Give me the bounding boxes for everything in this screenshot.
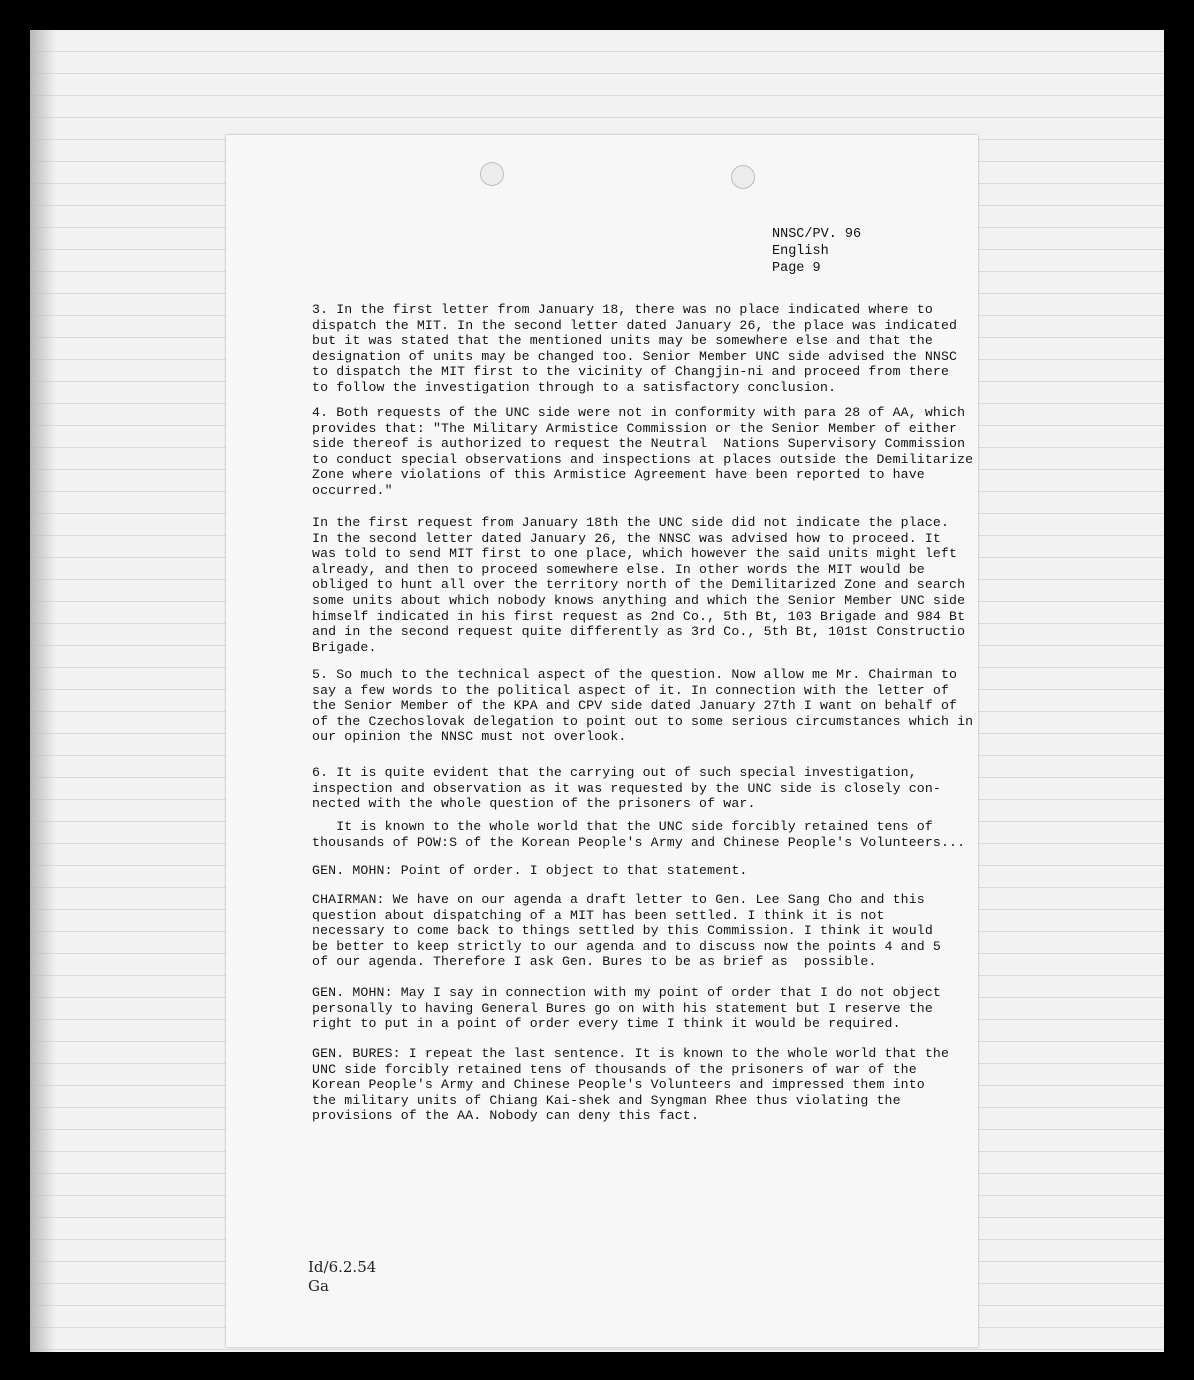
text-line: be better to keep strictly to our agenda and to discuss now the points 4 and 5 [312,938,941,954]
text-line: Korean People's Army and Chinese People's Volunteers and impressed them into [312,1077,925,1093]
text-line: provisions of the AA. Nobody can deny this fact. [312,1108,700,1124]
text-line: 6. It is quite evident that the carrying out of such special investigation, [312,765,917,780]
punch-hole [480,162,504,186]
sheet-shadow [30,30,56,1352]
text-line: himself indicated in his first request as 2nd Co., 5th Bt, 103 Brigade and 984 Bt [312,608,966,624]
text-line: side thereof is authorized to request the Neutral Nations Supervisory Commission [312,436,966,452]
text-line: In the first request from January 18th the UNC side did not indicate the place. [312,515,950,530]
text-line: It is known to the whole world that the UNC side forcibly retained tens of [312,819,933,834]
text-line: already, and then to proceed somewhere else. In other words the MIT would be [312,561,925,577]
text-line: of the Czechoslovak delegation to point out to some serious circumstances which in [312,713,974,729]
text-line: 3. In the first letter from January 18, there was no place indicated where to [312,302,933,317]
text-line: 4. Both requests of the UNC side were not in conformity with para 28 of AA, which [312,405,966,420]
text-line: provides that: "The Military Armistice Commission or the Senior Member of either [312,420,958,436]
text-line: inspection and observation as it was requested by the UNC side is closely con- [312,780,941,796]
text-line: the military units of Chiang Kai-shek and Syngman Rhee thus violating the [312,1092,901,1108]
text-line: CHAIRMAN: We have on our agenda a draft letter to Gen. Lee Sang Cho and this [312,892,925,907]
text-line: UNC side forcibly retained tens of thousands of the prisoners of war of the [312,1061,917,1077]
text-line: the Senior Member of the KPA and CPV side dated January 27th I want on behalf of [312,698,958,714]
text-line: our opinion the NNSC must not overlook. [312,729,627,745]
text-line: personally to having General Bures go on with his statement but I reserve the [312,1000,933,1016]
text-line: was told to send MIT first to one place, which however the said units might left [312,546,958,562]
text-line: obliged to hunt all over the territory north of the Demilitarized Zone and search [312,577,966,593]
text-line: some units about which nobody knows anything and which the Senior Member UNC side [312,593,966,608]
text-line: GEN. MOHN: Point of order. I object to that statement. [312,863,748,878]
text-line: to follow the investigation through to a satisfactory conclusion. [312,380,837,395]
page-header [772,226,861,277]
text-line: GEN. MOHN: May I say in connection with my point of order that I do not object [312,985,941,1000]
doc-reference: NNSC/PV. 96 [772,227,862,242]
text-line: dispatch the MIT. In the second letter dated January 26, the place was indicated [312,317,958,333]
footer-initials: Ga [308,1277,329,1295]
text-line: and in the second request quite differently as 3rd Co., 5th Bt, 101st Constructio [312,624,966,640]
punch-hole [731,165,755,189]
text-line: to dispatch the MIT first to the vicinity of Changjin-ni and proceed from there [312,364,950,380]
doc-language: English [772,244,829,259]
text-line: GEN. BURES: I repeat the last sentence. It is known to the whole world that the [312,1046,950,1061]
text-line: 5. So much to the technical aspect of the question. Now allow me Mr. Chairman to [312,667,958,682]
page-number: Page 9 [772,261,821,276]
text-line: thousands of POW:S of the Korean People's Army and Chinese People's Volunteers... [312,834,966,850]
text-line: right to put in a point of order every time I think it would be required. [312,1016,901,1032]
footer-date-mark: Id/6.2.54 [308,1258,377,1276]
text-line: occurred." [312,483,393,498]
text-line: nected with the whole question of the prisoners of war. [312,796,756,812]
text-line: necessary to come back to things settled by this Commission. I think it would [312,923,933,939]
text-line: but it was stated that the mentioned units may be somewhere else and that the [312,333,933,349]
text-line: designation of units may be changed too. Senior Member UNC side advised the NNSC [312,348,958,364]
text-line: Brigade. [312,639,377,655]
text-line: In the second letter dated January 26, the NNSC was advised how to proceed. It [312,530,941,546]
text-line: of our agenda. Therefore I ask Gen. Bures to be as brief as possible. [312,954,877,970]
text-line: Zone where violations of this Armistice Agreement have been reported to have [312,467,925,483]
text-line: say a few words to the political aspect of it. In connection with the letter of [312,682,950,698]
text-line: question about dispatching of a MIT has been settled. I think it is not [312,907,885,923]
text-line: to conduct special observations and inspections at places outside the Demilitarize [312,451,974,467]
document-page [226,135,978,1347]
